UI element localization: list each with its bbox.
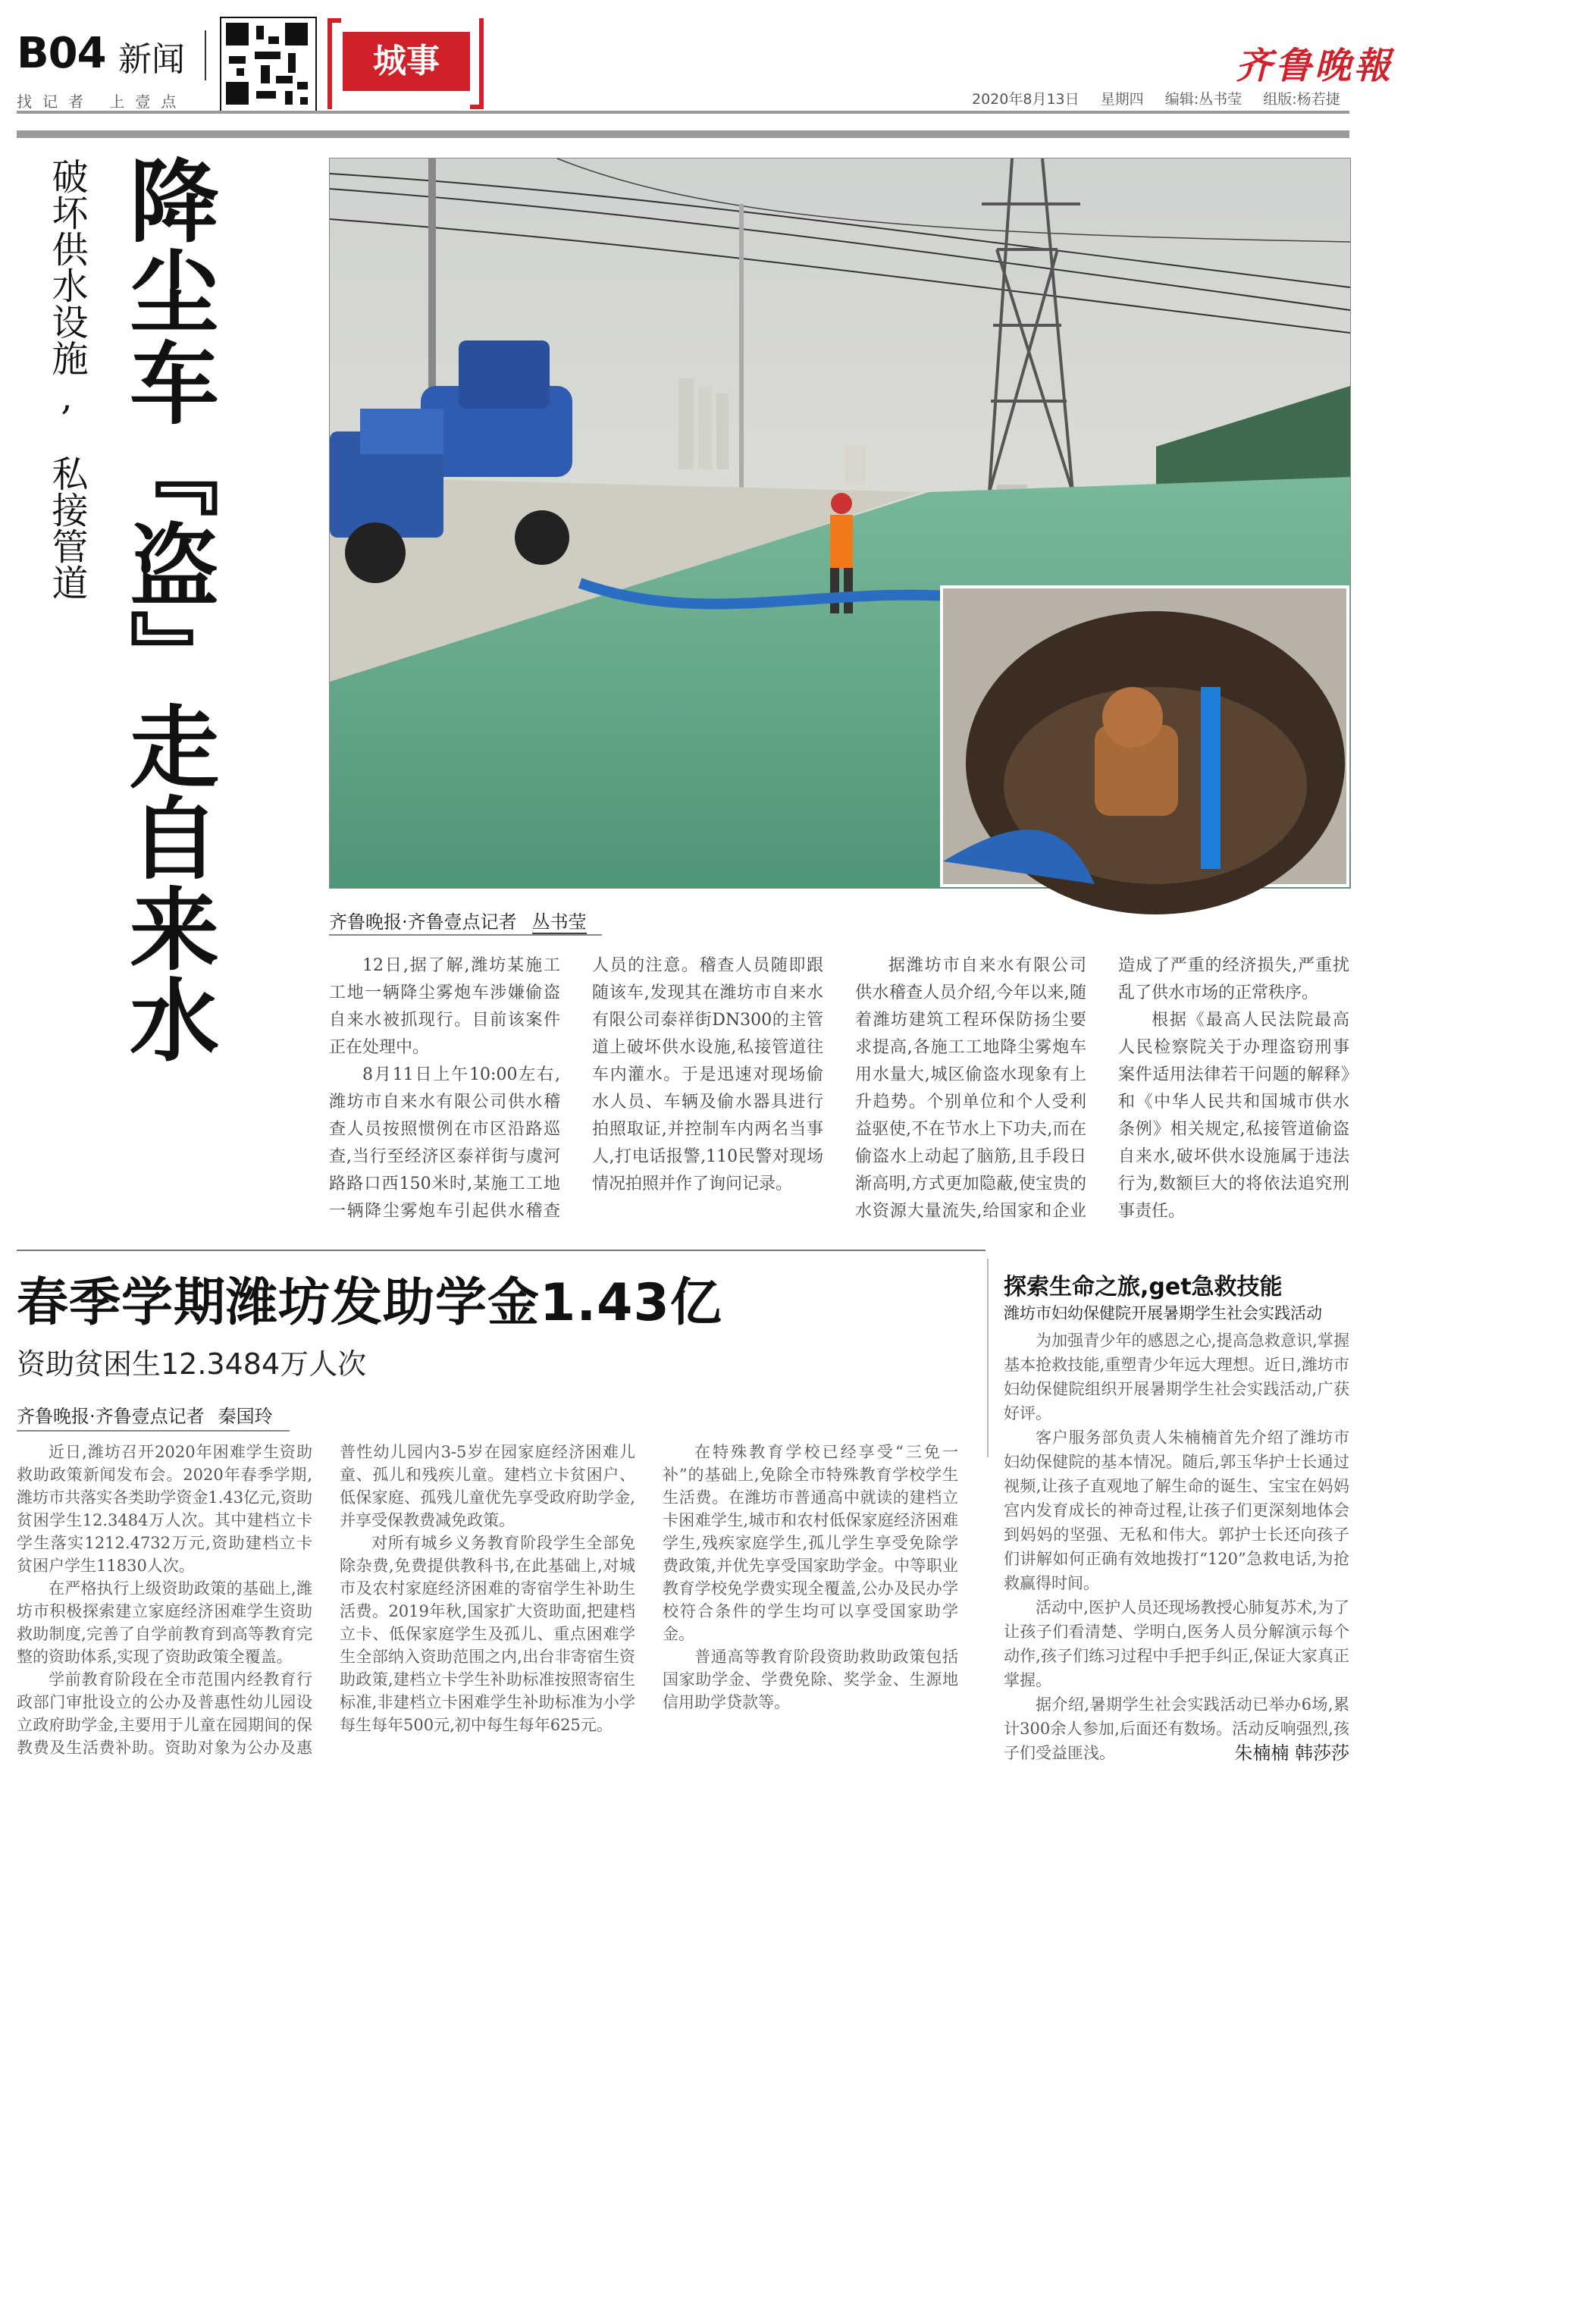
story2-paragraph: 在特殊教育学校已经享受“三免一补”的基础上,免除全市特殊教育学校学生生活费。在潍坊市普通高中就读的建档立卡困难学生,城市和农村低保家庭经济困难学生,残疾家庭学生,孤儿学生享受免除学费政策,并优先享受国家助学金。中等职业教育学校免学费实现全覆盖,公办及民办学校符合条件的学生均可以享受国家助学金。: [663, 1443, 958, 1643]
story1-paragraph: 12日,据了解,潍坊某施工工地一辆降尘雾炮车涉嫌偷盗自来水被抓现行。目前该案件正在处理中。: [329, 956, 560, 1057]
header-band: [17, 130, 1349, 138]
qr-code-icon[interactable]: [220, 17, 317, 114]
story1-paragraph: 8月11日上午10:00左右,潍坊市自来水有限公司供水稽查人员按照惯例在市区沿路巡查,当行至经济区泰祥街与虞河路路口西150米时,某施工工地一辆降尘雾炮车引起供水稽查人员的注意。稽查人员随即跟随该车,发现其在潍坊市自来水有限公司泰祥街DN300的主管道上破坏供水设施,私接管道往车内灌水。于是迅速对现场偷水人员、车辆及偷水器具进行拍照取证,并控制车内两名当事人,打电话报警,110民警对现场情况拍照并作了询问记录。: [329, 956, 823, 1221]
story1-kicker-a: 破坏供水设施,: [45, 158, 88, 419]
story1-paragraph: 据潍坊市自来水有限公司供水稽查人员介绍,今年以来,随着潍坊建筑工程环保防扬尘要求提高,各施工工地降尘雾炮车用水量大,城区偷盗水现象有上升趋势。个别单位和个人受利益驱使,不在节水上下功夫,而在偷盗水上动起了脑筋,且手段日渐高明,方式更加隐蔽,使宝贵的水资源大量流失,给国家和企业造成了严重的经济损失,严重扰乱了供水市场的正常秩序。: [855, 956, 1349, 1221]
story3-paragraph: 活动中,医护人员还现场教授心肺复苏术,为了让孩子们看清楚、学明白,医务人员分解演示每个动作,孩子们练习过程中手把手纠正,保证大家真正掌握。: [1004, 1598, 1349, 1689]
header-slogan: 找记者 上壹点: [17, 93, 187, 111]
story1-byline-org: 齐鲁晚报·齐鲁壹点记者: [329, 911, 517, 933]
story2-paragraph: 学前教育阶段在全市范围内经教育行政部门审批设立的公办及普惠性幼儿园设立政府助学金,主要用于儿童在园期间的保教费及生活费补助。资助对象为公办及惠普性幼儿园内3-5岁在园家庭经济困难儿童、孤儿和残疾儿童。建档立卡贫困户、低保家庭、孤残儿童优先享受政府助学金,并享受保教费减免政策。: [17, 1443, 635, 1757]
story2-subheadline: 资助贫困生12.3484万人次: [17, 1347, 367, 1381]
story2-byline: [17, 1401, 273, 1428]
column-tag: 城事: [343, 32, 470, 91]
story3-divider: [987, 1259, 989, 1457]
story1-body: [329, 952, 1349, 1225]
newspaper-masthead-logo: 齐鲁晚報: [1236, 45, 1394, 87]
story1-byline: [329, 907, 587, 933]
story1-inset-photo[interactable]: [940, 585, 1349, 887]
designer-credit: 组版:杨若捷: [1263, 91, 1340, 108]
story2-paragraph: 近日,潍坊召开2020年困难学生资助救助政策新闻发布会。2020年春季学期,潍坊市共落实各类助学资金1.43亿元,资助贫困学生12.3484万人次。其中建档立卡学生落实1212.4732万元,资助建档立卡贫困户学生11830人次。: [17, 1443, 312, 1575]
header-rule: [17, 111, 1349, 114]
story2-byline-rule: [17, 1430, 290, 1432]
story3-authors: 朱楠楠 韩莎莎: [1234, 1742, 1349, 1764]
column-bracket-right: [470, 18, 484, 109]
section-name: 新闻: [118, 40, 185, 79]
story3-paragraph: 客户服务部负责人朱楠楠首先介绍了潍坊市妇幼保健院的基本情况。随后,郭玉华护士长通过视频,让孩子直观地了解生命的诞生、宝宝在妈妈宫内发育成长的神奇过程,让孩子们更深刻地体会到妈妈的坚强、无私和伟大。郭护士长还向孩子们讲解如何正确有效地拨打“120”急救电话,为抢救赢得时间。: [1004, 1429, 1349, 1592]
story2-byline-org: 齐鲁晚报·齐鲁壹点记者: [17, 1406, 205, 1427]
story2-byline-name: 秦国玲: [218, 1406, 273, 1427]
page-number: B04: [17, 29, 106, 78]
dateline: [972, 88, 1340, 108]
story1-byline-rule: [329, 934, 602, 936]
column-bracket-left: [327, 18, 341, 109]
story1-byline-name: 丛书莹: [531, 911, 587, 933]
story1-headline[interactable]: 降尘车『盗』走自来水: [114, 155, 219, 1065]
story2-paragraph: 普通高等教育阶段资助救助政策包括国家助学金、学费免除、奖学金、生源地信用助学贷款等。: [663, 1648, 958, 1711]
story3-headline[interactable]: 探索生命之旅,get急救技能: [1004, 1274, 1283, 1300]
story2-headline[interactable]: 春季学期潍坊发助学金1.43亿: [17, 1273, 722, 1333]
valve-pit-image: [943, 588, 1346, 884]
issue-weekday: 星期四: [1100, 91, 1144, 108]
section-rule: [17, 1250, 986, 1251]
story2-body: [17, 1441, 958, 1759]
story1-paragraph: 根据《最高人民法院最高人民检察院关于办理盗窃刑事案件适用法律若干问题的解释》和《中华人民共和国城市供水条例》相关规定,私接管道偷盗自来水,破坏供水设施属于违法行为,数额巨大的将依法追究刑事责任。: [1118, 1011, 1349, 1221]
story3-paragraph: 为加强青少年的感恩之心,提高急救意识,掌握基本抢救技能,重塑青少年远大理想。近日,潍坊市妇幼保健院组织开展暑期学生社会实践活动,广获好评。: [1004, 1331, 1349, 1422]
story2-paragraph: 对所有城乡义务教育阶段学生全部免除杂费,免费提供教科书,在此基础上,对城市及农村家庭经济困难的寄宿学生补助生活费。2019年秋,国家扩大资助面,把建档立卡、低保家庭学生及孤儿、重点困难学生全部纳入资助范围之内,出台非寄宿生资助政策,建档立卡学生补助标准按照寄宿生标准,非建档立卡困难学生补助标准为小学每生每年500元,初中每生每年625元。: [340, 1534, 635, 1734]
header-divider: [205, 30, 206, 80]
story3-subheadline: 潍坊市妇幼保健院开展暑期学生社会实践活动: [1004, 1304, 1322, 1322]
story2-paragraph: 在严格执行上级资助政策的基础上,潍坊市积极探索建立家庭经济困难学生资助救助制度,完善了自学前教育到高等教育完整的资助体系,实现了资助政策全覆盖。: [17, 1579, 312, 1666]
story1-kicker-b: 私接管道: [45, 455, 88, 601]
story3-paragraph: 据介绍,暑期学生社会实践活动已举办6场,累计300余人参加,后面还有数场。活动反响强烈,孩子们受益匪浅。: [1004, 1695, 1349, 1762]
issue-date: 2020年8月13日: [972, 91, 1080, 108]
editor-credit: 编辑:丛书莹: [1164, 91, 1243, 108]
